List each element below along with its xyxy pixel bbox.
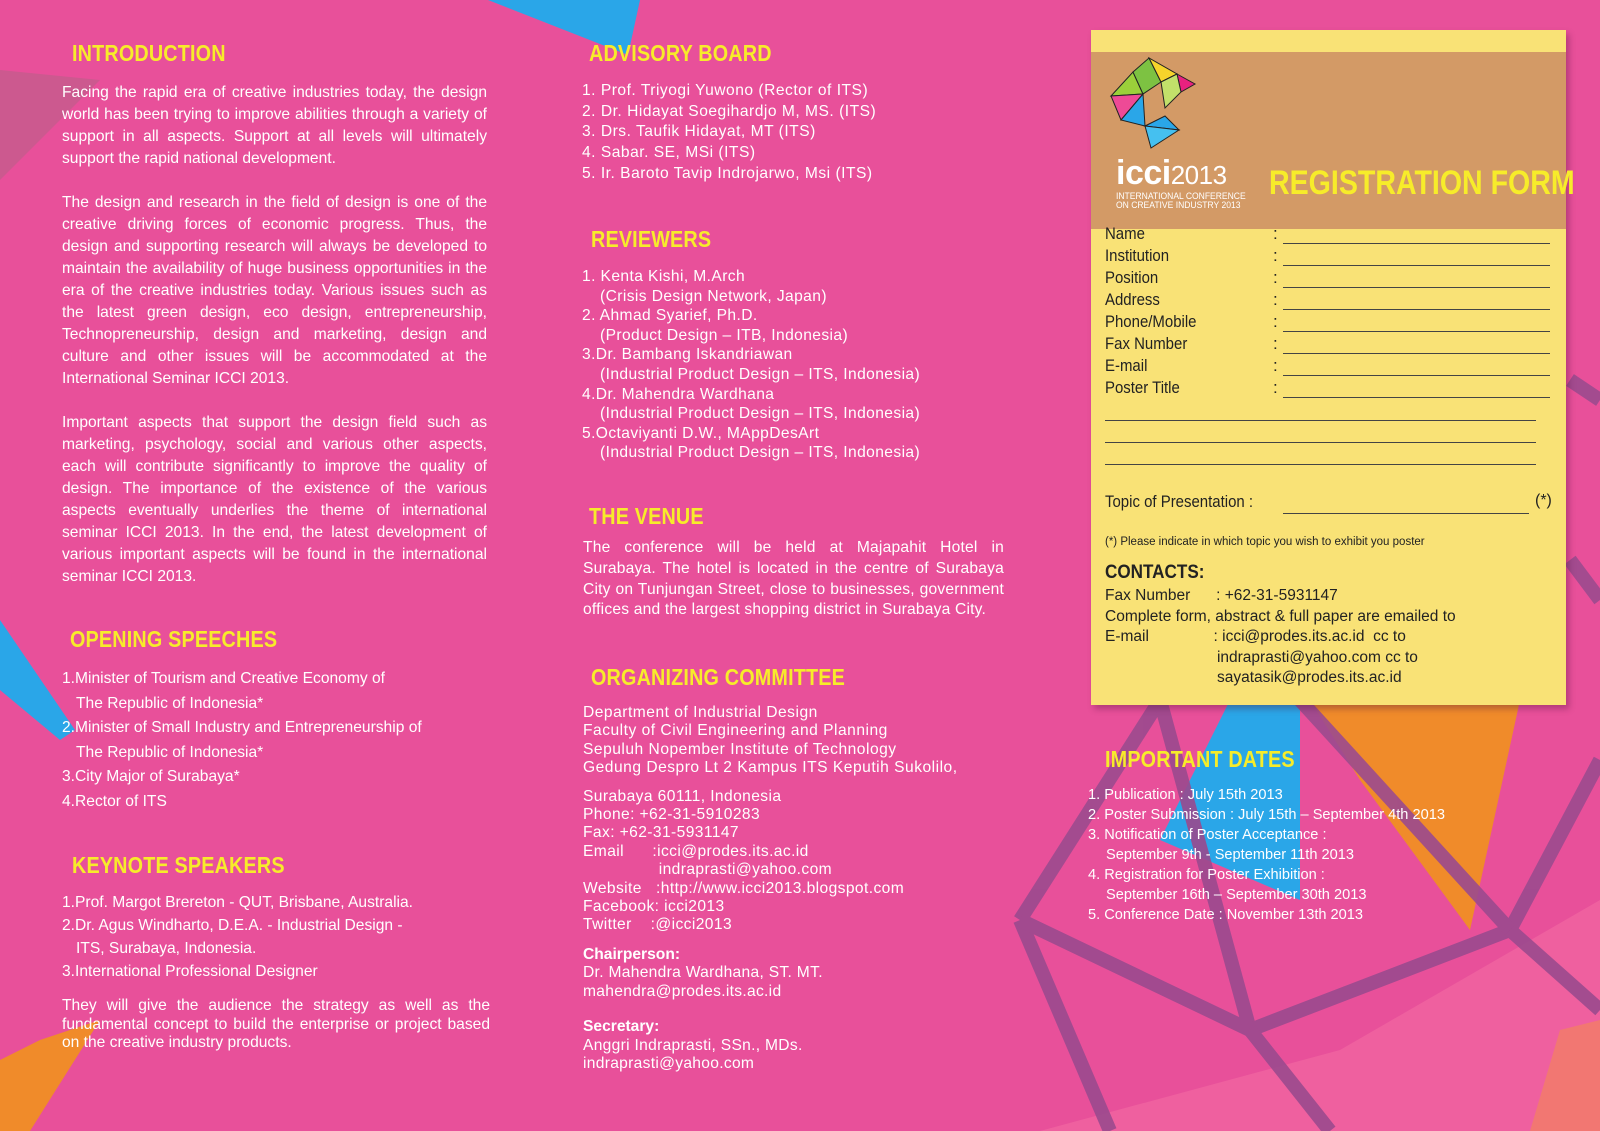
list-item: 4. Sabar. SE, MSi (ITS): [582, 144, 756, 162]
advisory-board-list: [582, 81, 1012, 185]
registration-form-card: [1091, 30, 1575, 705]
chairperson-info: Dr. Mahendra Wardhana, ST. MT. mahendra@prodes.its.ac.id: [583, 964, 823, 1000]
contacts-text: Fax Number : +62-31-5931147 Complete form, abstract & full paper are emailed to E-mail : icci@prodes.its.ac.id cc to indraprasti@yahoo.com cc to sayatasik@prodes.its.ac.id: [1105, 587, 1456, 686]
poster-title-line[interactable]: [1105, 420, 1536, 421]
field-label: E-mail: [1105, 356, 1148, 375]
list-item: 1.Prof. Margot Brereton - QUT, Brisbane, Australia.: [62, 894, 414, 911]
field-label: Position: [1105, 268, 1159, 287]
logo-main-text: icci: [1116, 154, 1171, 192]
reviewers-list: [582, 267, 1012, 463]
list-item: 4. Registration for Poster Exhibition :: [1088, 867, 1325, 883]
list-item: The Republic of Indonesia*: [76, 743, 264, 761]
poster-title-line[interactable]: [1105, 442, 1536, 443]
list-item: (Industrial Product Design – ITS, Indonesia): [600, 365, 921, 383]
list-item: 2. Poster Submission : July 15th – September 4th 2013: [1088, 807, 1445, 823]
list-item: (Industrial Product Design – ITS, Indonesia): [600, 444, 921, 462]
list-item: (Crisis Design Network, Japan): [600, 287, 827, 305]
list-item: 4.Rector of ITS: [62, 792, 167, 810]
list-item: 5. Ir. Baroto Tavip Indrojarwo, Msi (ITS): [582, 164, 873, 182]
registration-form-title: REGISTRATION FORM: [1269, 164, 1575, 202]
address-field[interactable]: Address :: [1105, 290, 1550, 312]
organizing-committee-heading: ORGANIZING COMMITTEE: [591, 664, 845, 690]
phone-mobile-field[interactable]: Phone/Mobile :: [1105, 312, 1550, 334]
venue-text: The conference will be held at Majapahit Hotel in Surabaya. The hotel is located in the centre of Surabaya City on Tunjungan Street, close to businesses, government offices and the largest shopping district in Surabaya City.: [583, 539, 1004, 619]
introduction-heading: INTRODUCTION: [72, 40, 226, 66]
list-item: 1. Prof. Triyogi Yuwono (Rector of ITS): [582, 82, 869, 99]
list-item: 3.Dr. Bambang Iskandriawan: [582, 346, 793, 364]
important-dates-heading: IMPORTANT DATES: [1105, 746, 1295, 772]
logo-year-text: 2013: [1170, 160, 1227, 190]
secretary-label: Secretary:: [583, 1018, 660, 1036]
intro-paragraph-2: The design and research in the field of design is one of the creative driving forces of economic progress. Thus, the design and supporting research will always be developed to maintain the availability of huge business opportunities in the era of the creative industries today. Various issues such as the latest green design, eco design, entrepreneurship, Technopreneurship, design and marketing, design and culture and other issues will be accommodated at the International Seminar ICCI 2013.: [62, 194, 487, 387]
fax-number-field[interactable]: Fax Number :: [1105, 334, 1550, 356]
list-item: 2.Dr. Agus Windharto, D.E.A. - Industrial Design -: [62, 917, 403, 934]
list-item: 5.Octaviyanti D.W., MAppDesArt: [582, 424, 820, 442]
organizing-committee-section: [583, 664, 1013, 1073]
committee-address: Department of Industrial Design Faculty of Civil Engineering and Planning Sepuluh Nopember Institute of Technology Gedung Despro Lt 2 Kampus ITS Keputih Sukolilo,: [583, 704, 958, 777]
position-field[interactable]: Position :: [1105, 268, 1550, 290]
secretary-info: Anggri Indraprasti, SSn., MDs. indraprasti@yahoo.com: [583, 1036, 803, 1072]
keynote-speakers-list: [62, 891, 492, 983]
list-item: 4.Dr. Mahendra Wardhana: [582, 385, 775, 403]
opening-speeches-list: [62, 667, 492, 814]
list-item: 1. Kenta Kishi, M.Arch: [582, 268, 746, 285]
list-item: (Product Design – ITB, Indonesia): [600, 326, 849, 344]
list-item: 3. Notification of Poster Acceptance :: [1088, 827, 1327, 843]
card-top-strip: [1091, 30, 1566, 52]
advisory-board-section: [582, 40, 1012, 185]
committee-contact: Surabaya 60111, Indonesia Phone: +62-31-5910283 Fax: +62-31-5931147 Email :icci@prodes.its.ac.id indraprasti@yahoo.com Website :http://www.icci2013.blogspot.com Facebook: icci2013 Twitter :@icci2013: [583, 787, 905, 934]
field-label: Phone/Mobile: [1105, 312, 1197, 331]
field-label: Fax Number: [1105, 334, 1188, 353]
opening-speeches-heading: OPENING SPEECHES: [70, 626, 278, 652]
important-dates-list: [1088, 785, 1588, 925]
list-item: 3.International Professional Designer: [62, 963, 318, 980]
list-item: (Industrial Product Design – ITS, Indonesia): [600, 405, 921, 423]
contacts-heading: CONTACTS:: [1105, 562, 1205, 583]
list-item: September 9th - September 11th 2013: [1106, 847, 1354, 863]
list-item: The Republic of Indonesia*: [76, 694, 264, 712]
topic-label: Topic of Presentation :: [1105, 492, 1254, 511]
name-field[interactable]: Name :: [1105, 224, 1550, 246]
field-label: Institution: [1105, 246, 1170, 265]
logo-subtitle-1: INTERNATIONAL CONFERENCE: [1116, 191, 1246, 202]
venue-heading: THE VENUE: [589, 503, 704, 529]
venue-section: [583, 503, 1004, 621]
intro-paragraph-1: Facing the rapid era of creative industries today, the design world has been trying to improve abilities through a variety of support in all aspects. Support at all levels will ultimately support the rapid national development.: [62, 84, 487, 167]
list-item: 2.Minister of Small Industry and Entrepreneurship of: [62, 719, 422, 736]
poster-title-line[interactable]: [1105, 464, 1536, 465]
icci-logo: [1116, 154, 1260, 211]
opening-speeches-section: [62, 626, 492, 814]
list-item: 5. Conference Date : November 13th 2013: [1088, 907, 1364, 923]
keynote-speakers-section: [62, 852, 492, 1053]
list-item: 3. Drs. Taufik Hidayat, MT (ITS): [582, 123, 816, 141]
field-label: Name: [1105, 224, 1145, 243]
topic-of-presentation-field[interactable]: [1105, 492, 1550, 516]
email-field[interactable]: E-mail :: [1105, 356, 1550, 378]
list-item: 1. Publication : July 15th 2013: [1088, 787, 1283, 803]
origami-bird-logo-icon: [1105, 56, 1211, 156]
important-dates-section: [1088, 746, 1588, 925]
keynote-speakers-heading: KEYNOTE SPEAKERS: [72, 852, 285, 878]
topic-required-mark: (*): [1535, 492, 1552, 509]
list-item: 2. Dr. Hidayat Soegihardjo M, MS. (ITS): [582, 102, 877, 120]
list-item: ITS, Surabaya, Indonesia.: [76, 940, 257, 957]
keynote-closing-text: They will give the audience the strategy as well as the fundamental concept to build the enterprise or project based on the creative industry products.: [62, 997, 490, 1051]
left-column: [62, 40, 487, 588]
reviewers-heading: REVIEWERS: [591, 226, 712, 252]
topic-note: (*) Please indicate in which topic you wish to exhibit you poster: [1105, 536, 1425, 548]
logo-subtitle-2: ON CREATIVE INDUSTRY 2013: [1116, 200, 1241, 211]
field-label: Address: [1105, 290, 1160, 309]
registration-form-header: [1091, 52, 1575, 229]
list-item: September 16th – September 30th 2013: [1106, 887, 1367, 903]
advisory-board-heading: ADVISORY BOARD: [589, 40, 772, 66]
intro-paragraph-3: Important aspects that support the design field such as marketing, psychology, social and various other aspects, each will contribute significantly to improve the quality of design. The importance of the existence of the various aspects eventually underlies the theme of international seminar ICCI 2013. In the end, the latest development of various important aspects will be found in the international seminar ICCI 2013.: [62, 414, 487, 585]
list-item: 1.Minister of Tourism and Creative Economy of: [62, 670, 385, 687]
poster-title-field[interactable]: Poster Title :: [1105, 378, 1550, 400]
field-label: Poster Title: [1105, 378, 1180, 397]
chairperson-label: Chairperson:: [583, 945, 681, 963]
institution-field[interactable]: Institution :: [1105, 246, 1550, 268]
reviewers-section: [582, 226, 1012, 463]
list-item: 2. Ahmad Syarief, Ph.D.: [582, 307, 758, 325]
list-item: 3.City Major of Surabaya*: [62, 768, 240, 785]
